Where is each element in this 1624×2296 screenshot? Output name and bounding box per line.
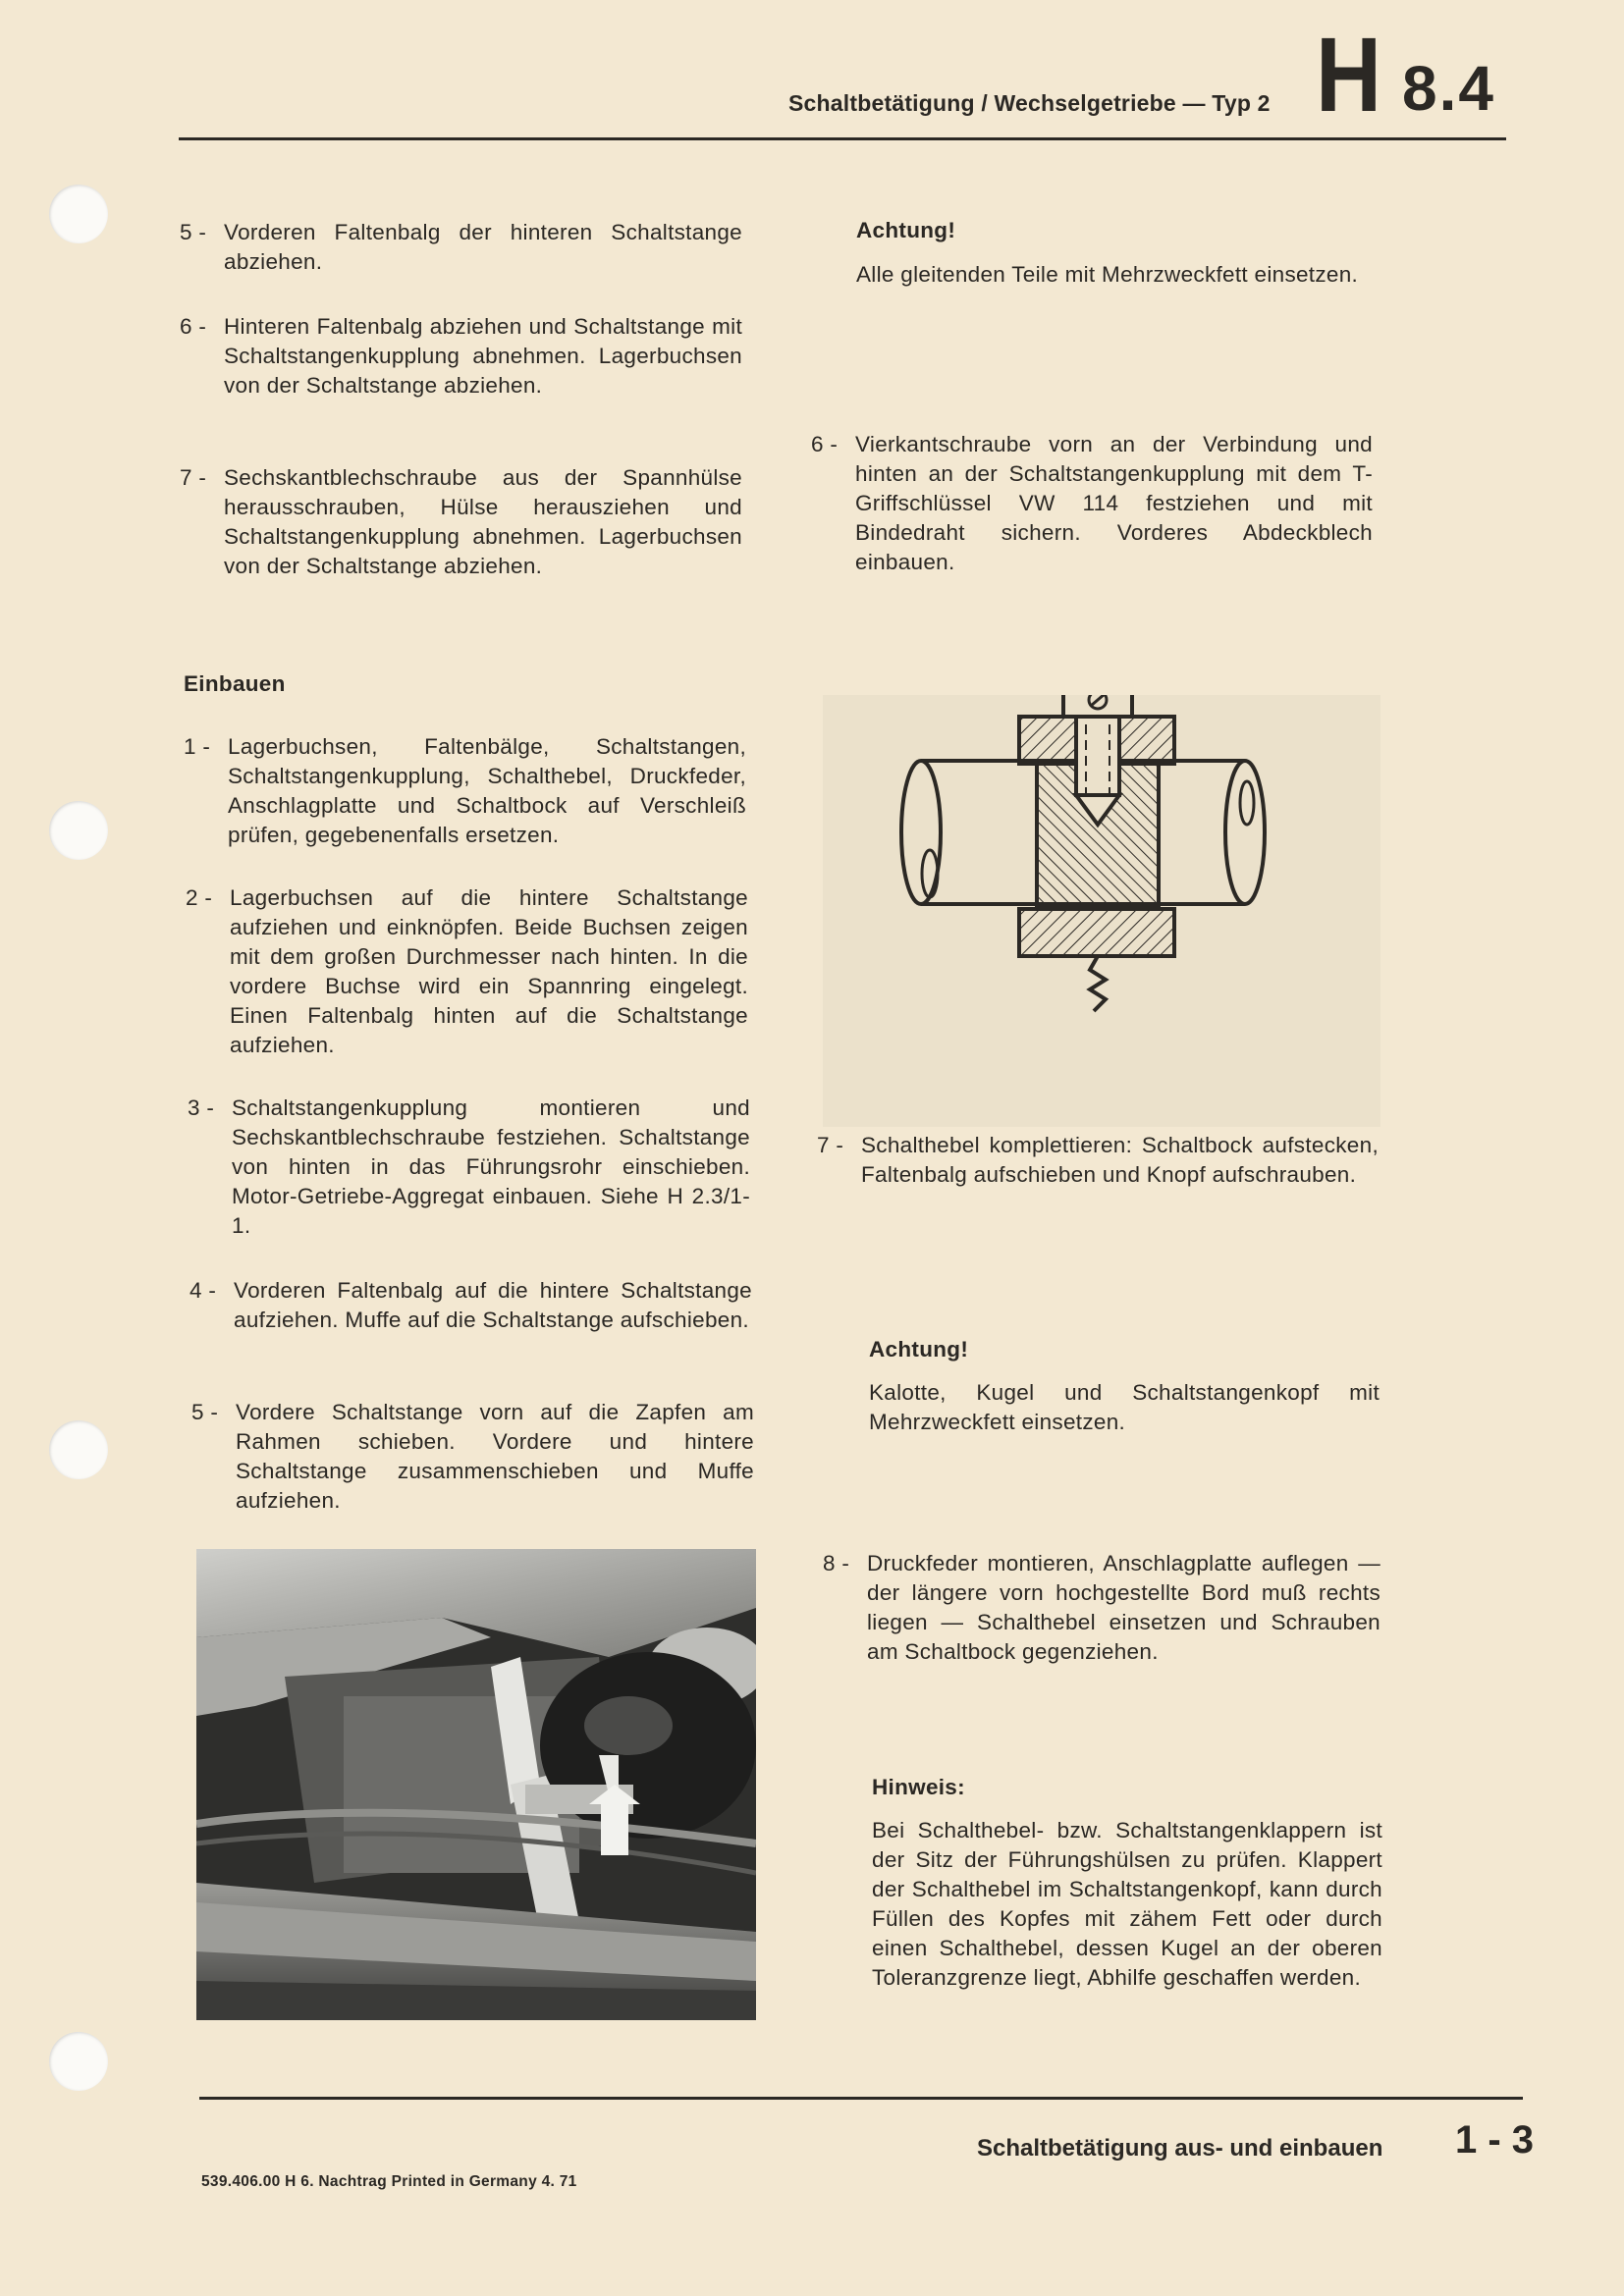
step-number: 4 - [189, 1278, 217, 1303]
step-text: Vordere Schaltstange vorn auf die Zapfen am Rahmen schieben. Vordere und hintere Schaltstange zusammenschieben und Muffe aufziehen. [236, 1400, 754, 1513]
section-number: 8.4 [1402, 53, 1495, 124]
step-text: Sechskantblechschraube aus der Spannhülse herausschrauben, Hülse herausziehen und Schaltstangenkupplung abnehmen. Lagerbuchsen von der Schaltstange abziehen. [224, 465, 742, 578]
hinweis-text: Bei Schalthebel- bzw. Schaltstangenklappern ist der Sitz der Führungshülsen zu prüfen. Klappert der Schalthebel im Schaltstangenkopf, kann durch Füllen des Kopfes mit zähem Fett oder durch einen Schalthebel, dessen Kugel an der oberen Toleranzgrenze liegt, Abhilfe geschaffen werden. [872, 1818, 1382, 1990]
einbauen-step-1 [184, 732, 746, 850]
step-number: 2 - [186, 885, 213, 910]
punch-hole [49, 185, 108, 243]
step-text: Vierkantschraube vorn an der Verbindung und hinten an der Schaltstangenkupplung mit dem T-Griffschlüssel VW 114 festziehen und mit Bindedraht sichern. Vorderes Abdeckblech einbauen. [855, 432, 1373, 574]
step-7-remove [180, 463, 742, 581]
step-number: 5 - [180, 220, 207, 244]
step-6-remove [180, 312, 742, 400]
photo-illustration [196, 1549, 756, 2020]
einbauen-step-2 [186, 883, 748, 1060]
step-text: Schalthebel komplettieren: Schaltbock aufstecken, Faltenbalg aufschieben und Knopf aufschrauben. [861, 1133, 1379, 1187]
step-number: 5 - [191, 1400, 219, 1424]
cross-section-diagram [823, 695, 1380, 1127]
einbauen-step-3 [188, 1094, 750, 1241]
step-text: Lagerbuchsen, Faltenbälge, Schaltstangen, Schaltstangenkupplung, Schalthebel, Druckfeder, Anschlagplatte und Schaltbock auf Verschleiß prüfen, gegebenenfalls ersetzen. [228, 734, 746, 847]
achtung-heading-2: Achtung! [869, 1337, 969, 1362]
punch-hole [49, 1420, 108, 1479]
footer-rule [199, 2097, 1523, 2100]
step-text: Vorderen Faltenbalg der hinteren Schaltstange abziehen. [224, 220, 742, 274]
step-number: 7 - [817, 1133, 844, 1157]
step-number: 3 - [188, 1095, 215, 1120]
step-number: 6 - [811, 432, 839, 456]
step-7-install [817, 1131, 1379, 1190]
achtung-text-1: Alle gleitenden Teile mit Mehrzweckfett einsetzen. [856, 262, 1359, 287]
step-5-remove [180, 218, 742, 277]
page-number: 1 - 3 [1455, 2118, 1535, 2162]
step-text: Hinteren Faltenbalg abziehen und Schaltstange mit Schaltstangenkupplung abnehmen. Lagerbuchsen von der Schaltstange abziehen. [224, 314, 742, 398]
achtung-heading-1: Achtung! [856, 218, 956, 242]
footer-title: Schaltbetätigung aus- und einbauen [977, 2135, 1383, 2162]
step-number: 7 - [180, 465, 207, 490]
imprint-line: 539.406.00 H 6. Nachtrag Printed in Germany 4. 71 [201, 2173, 577, 2190]
step-number: 8 - [823, 1551, 850, 1575]
step-8-install [823, 1549, 1380, 1667]
einbauen-step-5 [191, 1398, 754, 1516]
step-text: Lagerbuchsen auf die hintere Schaltstange aufziehen und einknöpfen. Beide Buchsen zeigen mit dem großen Durchmesser nach hinten. In die vordere Buchse wird ein Spannring eingelegt. Einen Faltenbalg hinten auf die Schaltstange aufziehen. [230, 885, 748, 1057]
einbauen-step-4 [189, 1276, 752, 1335]
step-text: Druckfeder montieren, Anschlagplatte auflegen — der längere vorn hochgestellte Bord muß rechts liegen — Schalthebel einsetzen und Schrauben am Schaltbock gegenziehen. [867, 1551, 1380, 1664]
section-letter: H [1316, 15, 1382, 133]
einbauen-heading: Einbauen [184, 671, 286, 696]
achtung-text-2: Kalotte, Kugel und Schaltstangenkopf mit Mehrzweckfett einsetzen. [869, 1380, 1380, 1434]
header-rule [179, 137, 1506, 140]
shift-linkage-photo [196, 1549, 756, 2020]
step-number: 1 - [184, 734, 211, 759]
step-number: 6 - [180, 314, 207, 339]
step-6-install [811, 430, 1373, 577]
header-title: Schaltbetätigung / Wechselgetriebe — Typ 2 [788, 90, 1271, 116]
diagram-drawing [823, 695, 1380, 1127]
punch-hole [49, 801, 108, 860]
step-text: Schaltstangenkupplung montieren und Sechskantblechschraube festziehen. Schaltstange von hinten in das Führungsrohr einschieben. Motor-Getriebe-Aggregat einbauen. Siehe H 2.3/1-1. [232, 1095, 750, 1238]
hinweis-heading: Hinweis: [872, 1775, 965, 1799]
step-text: Vorderen Faltenbalg auf die hintere Schaltstange aufziehen. Muffe auf die Schaltstange aufschieben. [234, 1278, 752, 1332]
punch-hole [49, 2032, 108, 2091]
